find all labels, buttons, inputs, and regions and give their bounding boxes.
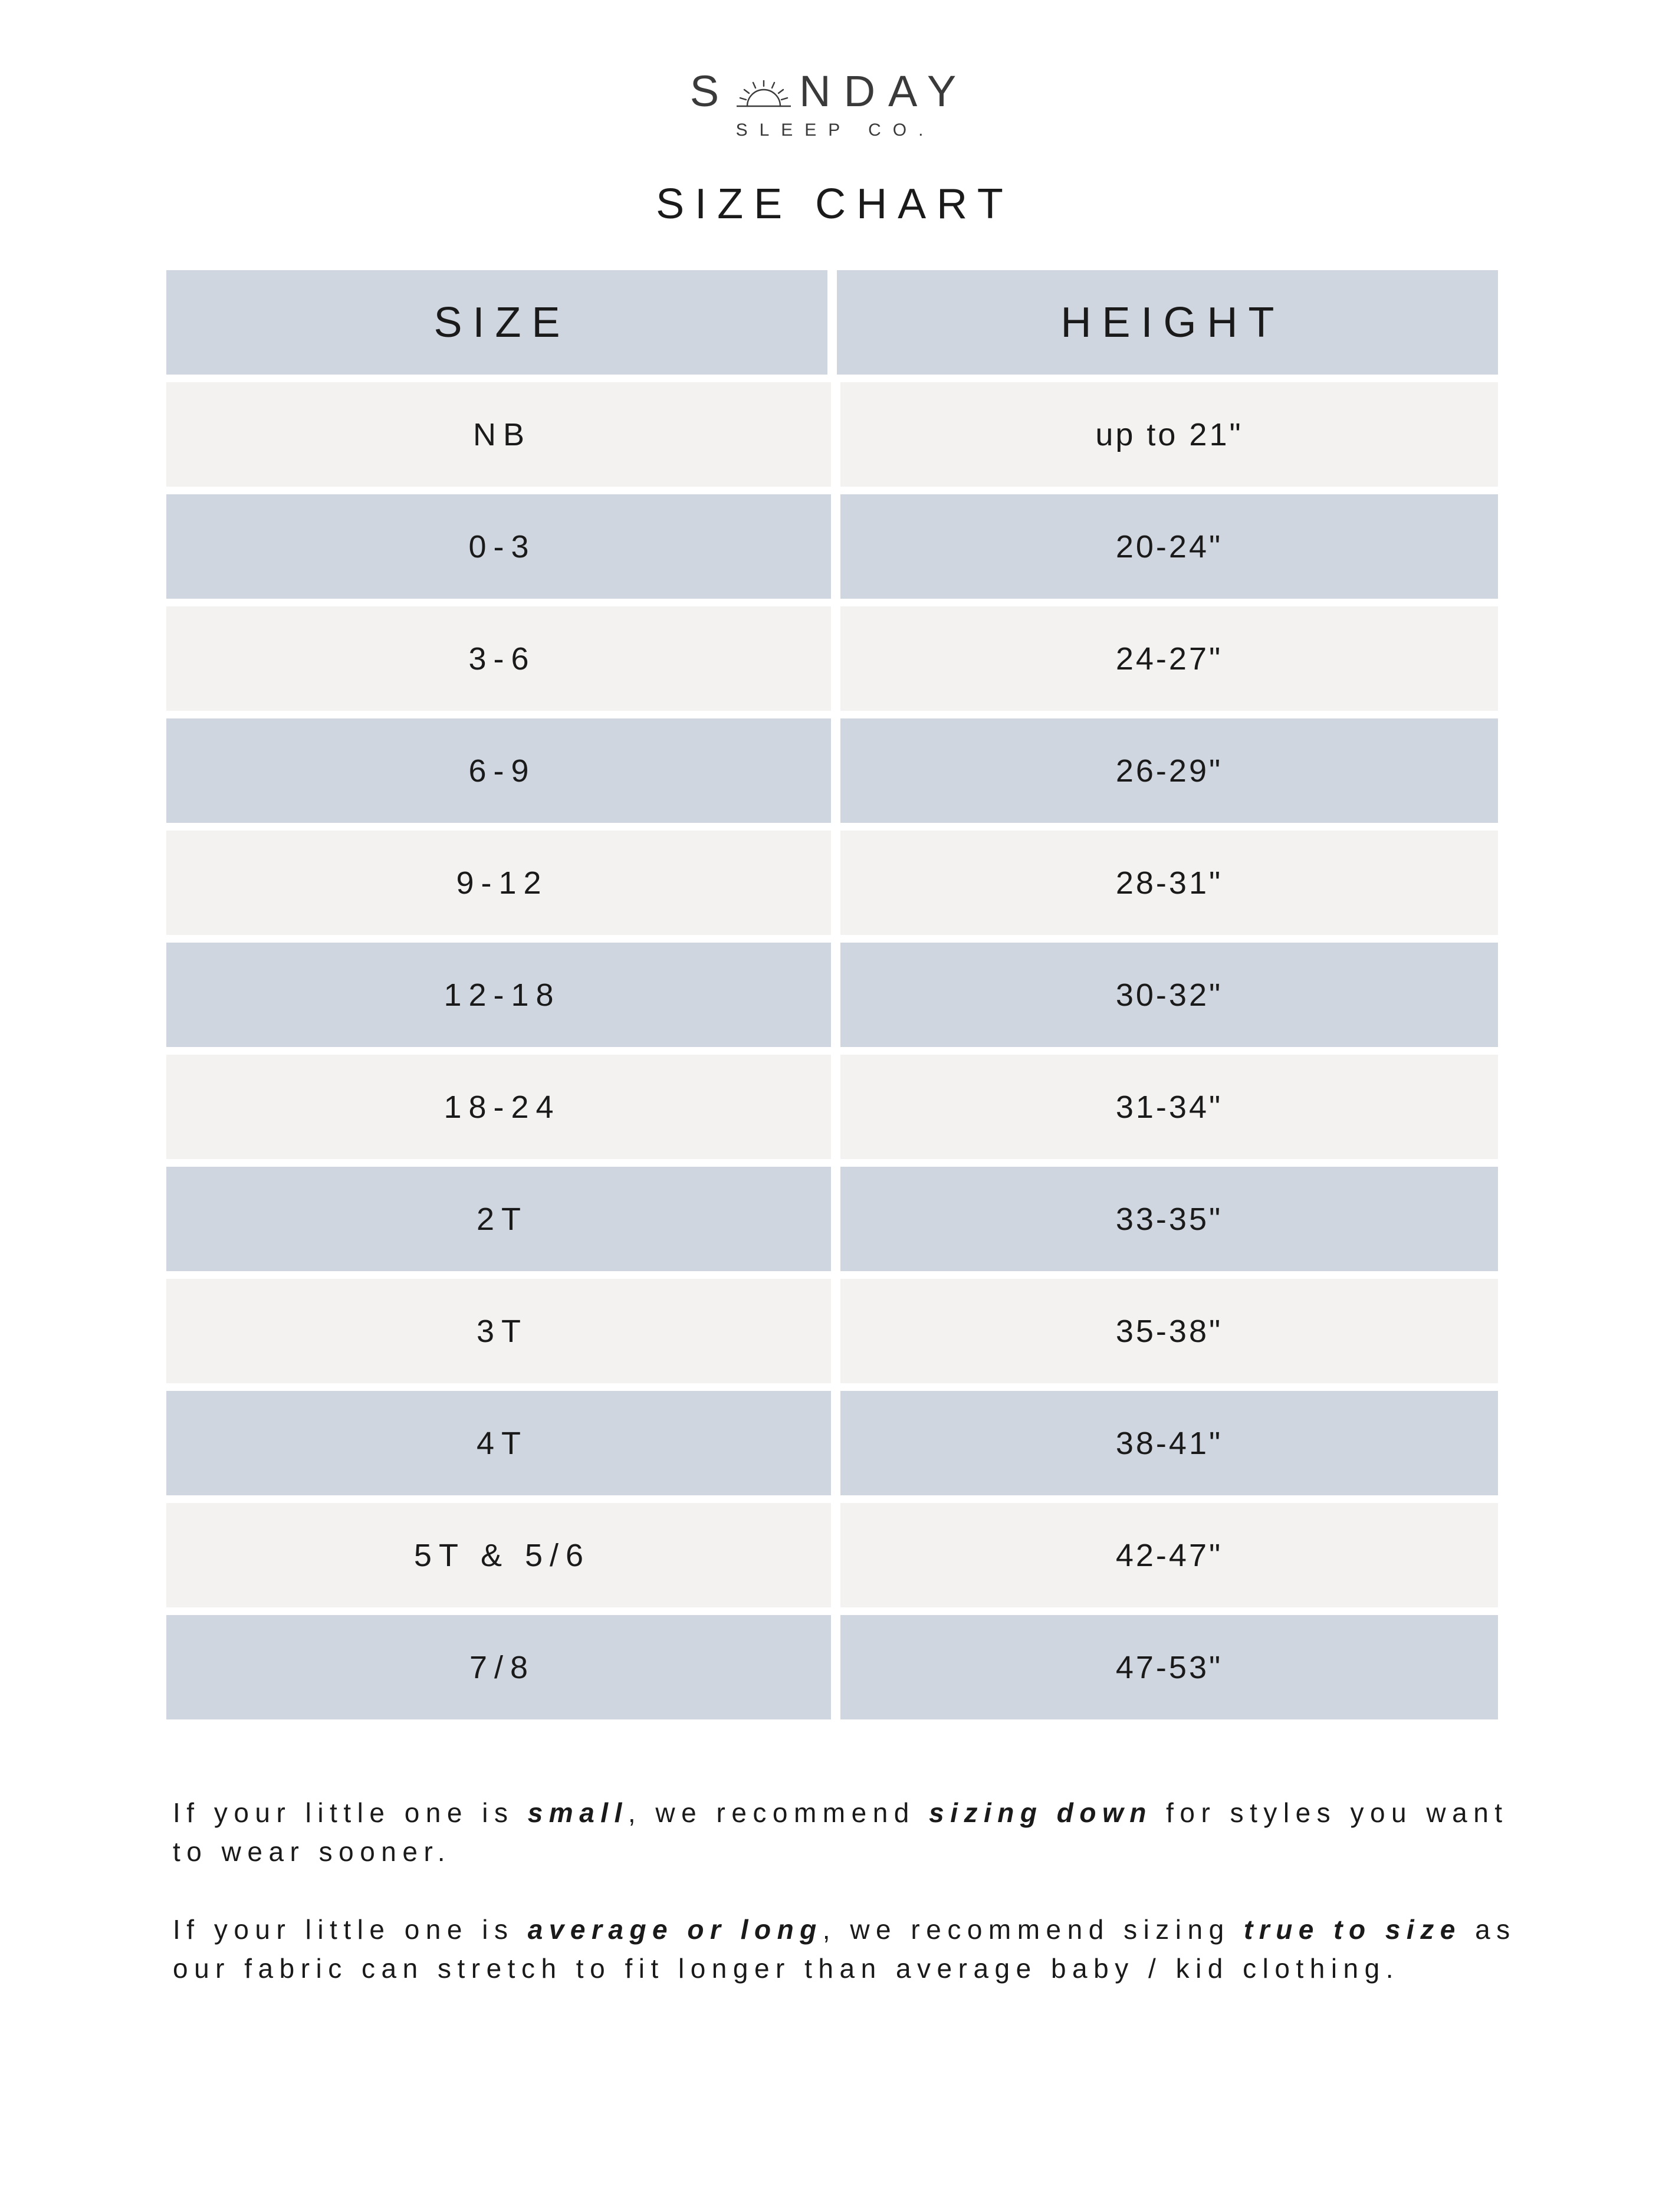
header-size: SIZE [166,270,827,375]
height-cell: 24-27" [840,606,1498,711]
note-average-emphasis-1: average or long [527,1914,823,1945]
table-row [166,1055,1498,1159]
brand-wordmark [689,67,970,116]
note-small [173,1793,1529,1871]
size-cell: 0-3 [166,494,831,599]
size-cell: NB [166,382,831,487]
height-cell: 28-31" [840,831,1498,935]
note-average-text-1: If your little one is [173,1914,528,1945]
table-row [166,606,1498,711]
height-cell: up to 21" [840,382,1498,487]
table-row [166,1503,1498,1607]
brand-logo [0,67,1659,140]
note-average [173,1910,1529,1988]
table-row [166,1167,1498,1271]
header-height: HEIGHT [837,270,1498,375]
height-cell: 33-35" [840,1167,1498,1271]
height-cell: 26-29" [840,718,1498,823]
note-average-text-2: , we recommend sizing [822,1914,1244,1945]
brand-subtitle: SLEEP CO. [735,120,935,140]
size-chart-table [166,270,1498,1727]
height-cell: 20-24" [840,494,1498,599]
table-row [166,1391,1498,1495]
page-title: SIZE CHART [656,180,1014,228]
note-average-text-3: as our fabric can stretch to fit longer than average baby / kid clothing. [173,1914,1516,1984]
size-cell: 3-6 [166,606,831,711]
size-cell: 12-18 [166,943,831,1047]
size-cell: 9-12 [166,831,831,935]
size-cell: 6-9 [166,718,831,823]
sun-icon [737,80,791,110]
size-cell: 5T & 5/6 [166,1503,831,1607]
table-row [166,382,1498,487]
table-row [166,1279,1498,1383]
size-cell: 18-24 [166,1055,831,1159]
table-row [166,494,1498,599]
height-cell: 42-47" [840,1503,1498,1607]
table-row [166,943,1498,1047]
height-cell: 30-32" [840,943,1498,1047]
height-cell: 31-34" [840,1055,1498,1159]
table-row [166,718,1498,823]
height-cell: 38-41" [840,1391,1498,1495]
note-small-text-1: If your little one is [173,1797,528,1828]
note-small-text-2: , we recommend [628,1797,929,1828]
table-row [166,831,1498,935]
size-cell: 7/8 [166,1615,831,1719]
note-small-text-3: for styles you want to wear sooner. [173,1797,1509,1867]
sizing-notes [173,1793,1529,2027]
table-row [166,1615,1498,1719]
note-small-emphasis-1: small [527,1797,628,1828]
table-header-row [166,270,1498,375]
brand-name-right: NDAY [799,67,970,116]
size-cell: 3T [166,1279,831,1383]
size-cell: 2T [166,1167,831,1271]
size-cell: 4T [166,1391,831,1495]
height-cell: 35-38" [840,1279,1498,1383]
height-cell: 47-53" [840,1615,1498,1719]
brand-name-left: S [689,67,732,116]
note-small-emphasis-2: sizing down [929,1797,1152,1828]
note-average-emphasis-2: true to size [1243,1914,1461,1945]
